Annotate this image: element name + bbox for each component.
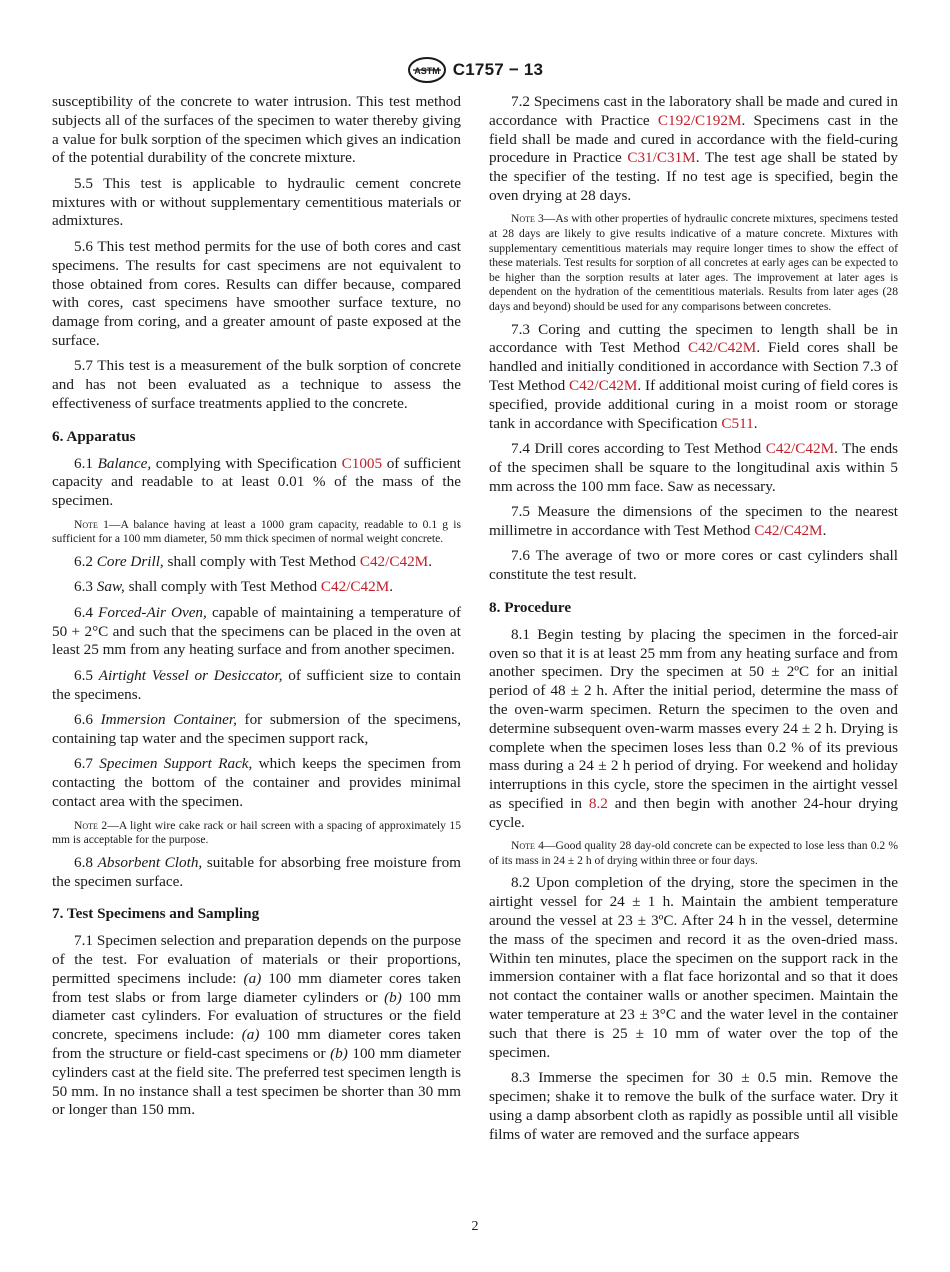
paragraph-6-8: 6.8 Absorbent Cloth, suitable for absorbing free moisture from the specimen surface. (52, 853, 461, 890)
link-c42[interactable]: C42/C42M (569, 377, 638, 395)
paragraph-5-6: 5.6 This test method permits for the use of both cores and cast specimens. The results for cast specimens are not equivalent to those obtained from cores. Results can differ because, compared with cores, cast specimens have smoother surface texture, no damage from coring, and a greater amount of paste exposed at the surface. (52, 237, 461, 349)
link-c31[interactable]: C31/C31M (627, 149, 696, 167)
page-number: 2 (471, 1219, 479, 1234)
paragraph-6-7: 6.7 Specimen Support Rack, which keeps the specimen from contacting the bottom of the container and provides minimal contact area with the specimen. (52, 755, 461, 811)
paragraph-6-2: 6.2 Core Drill, shall comply with Test Method C42/C42M. (74, 552, 432, 570)
link-c42[interactable]: C42/C42M (687, 339, 757, 357)
paragraph-7-4: 7.4 Drill cores according to Test Method C42/C42M. The ends of the specimen shall be square to the longitudinal axis within 5 mm across the 100 mm face. Saw as necessary. (489, 440, 898, 495)
page-header (0, 55, 950, 85)
logo-text: ASTM (414, 66, 440, 76)
note-2: Note 2—A light wire cake rack or hail screen with a spacing of approximately 15 mm is acceptable for the purpose. (52, 818, 461, 847)
note-4: Note 4—Good quality 28 day-old concrete can be expected to lose less than 0.2 % of its mass in 24 ± 2 h of drying within three or four days. (489, 839, 898, 867)
paragraph-5-5: 5.5 This test is applicable to hydraulic cement concrete mixtures with or without supplementary cementitious materials or admixtures. (52, 174, 461, 230)
link-c42[interactable]: C42/C42M (359, 552, 429, 570)
paragraph-7-3: 7.3 Coring and cutting the specimen to length shall be in accordance with Test Method C42/C42M. Field cores shall be handled and initially conditioned in accordance with Section 7.3 of Test Method C42/C42M. If additional moist curing of field cores is specified, provide additional curing in a moist room or storage tank in accordance with Specification C511. (489, 320, 898, 432)
section-heading-apparatus: 6. Apparatus (52, 427, 136, 445)
paragraph-6-5: 6.5 Airtight Vessel or Desiccator, of sufficient size to contain the specimens. (52, 666, 462, 703)
note-1: Note 1—A balance having at least a 1000 gram capacity, readable to 0.1 g is sufficient for a 100 mm diameter, 50 mm thick specimen of normal weight concrete. (52, 517, 461, 546)
link-c42[interactable]: C42/C42M (765, 440, 835, 458)
link-c1005[interactable]: C1005 (341, 454, 383, 472)
paragraph-6-1: 6.1 Balance, complying with Specification C1005 of sufficient capacity and readable to at least 0.01 % of the mass of the specimen. (52, 454, 462, 510)
right-column (489, 93, 898, 1151)
paragraph-7-5: 7.5 Measure the dimensions of the specimen to the nearest millimetre in accordance with Test Method C42/C42M. (489, 503, 898, 539)
paragraph-7-1: 7.1 Specimen selection and preparation depends on the purpose of the test. For evaluation of materials or their proportions, permitted specimens include: (a) 100 mm diameter cores taken from test slabs or from large diameter cylinders or (b) 100 mm diameter cast cylinders. For evaluation of structures or the field concrete, specimens include: (a) 100 mm diameter cores taken from the structure or field-cast specimens or (b) 100 mm diameter cylinders cast at the field site. The preferred test specimen length is 50 mm. In no instance shall a test specimen be shorter than 30 mm or longer than 150 mm. (52, 932, 461, 1119)
astm-logo-icon (407, 56, 447, 84)
paragraph-5-7: 5.7 This test is a measurement of the bulk sorption of concrete and has not been evaluated as a technique to assess the effectiveness of surface treatments applied to the concrete. (52, 357, 461, 413)
section-heading-test-specimens: 7. Test Specimens and Sampling (52, 905, 260, 923)
section-heading-procedure: 8. Procedure (489, 599, 572, 617)
document-designation: C1757 − 13 (452, 60, 544, 79)
paragraph-7-2: 7.2 Specimens cast in the laboratory shall be made and cured in accordance with Practice C192/C192M. Specimens cast in the field shall be made and cured in accordance with the field-curing procedure in Practice C31/C31M. The test age shall be stated by the specifier of the testing. If no test age is specified, begin the oven drying at 28 days. (489, 93, 899, 204)
paragraph-8-1: 8.1 Begin testing by placing the specimen in the forced-air oven so that it is at least 25 mm from any heating surface and from another specimen. Dry the specimen at 50 ± 2ºC for an initial period of 48 ± 2 h. After the initial period, determine the mass of the oven-warm specimen. Return the specimen to the oven and determine subsequent oven-warm masses every 24 ± 2 h. Drying is complete when the specimen loses less than 0.2 % of its previous mass during a 24 ± 2 h period of drying. For weekend and holiday interruptions in this cycle, store the specimen in the airtight vessel as specified in 8.2 and then begin with another 24-hour drying cycle. (489, 625, 898, 831)
paragraph-8-3: 8.3 Immerse the specimen for 30 ± 0.5 min. Remove the specimen; shake it to remove the bulk of the surface water. Dry it using a damp absorbent cloth as rapidly as possible until all visible films of water are removed and the surface appears (489, 1069, 898, 1143)
paragraph-5-4-continued: susceptibility of the concrete to water intrusion. This test method subjects all of the surfaces of the specimen to water thereby giving a value for bulk sorption of the specimen which gives an indication of the potential durability of the concrete mixture. (52, 93, 461, 167)
link-c192[interactable]: C192/C192M (657, 111, 742, 129)
paragraph-8-2: 8.2 Upon completion of the drying, store the specimen in the airtight vessel for 24 ± 1 h. Maintain the ambient temperature around the vessel at 23 ± 3ºC. After 24 h in the vessel, determine the mass of the specimen and record it as the oven-dried mass. Within ten minutes, place the specimen on the support rack in the immersion container with a flat face horizontal and so that it does not contact the container walls or another specimen. Maintain the water temperature at 23 ± 3°C and the water level in the container such that there is 25 ± 10 mm of water over the top of the specimen. (489, 874, 898, 1061)
paragraph-6-3: 6.3 Saw, shall comply with Test Method C42/C42M. (74, 578, 394, 596)
link-c511[interactable]: C511 (721, 414, 754, 432)
paragraph-7-6: 7.6 The average of two or more cores or cast cylinders shall constitute the test result. (489, 547, 898, 584)
link-section-8-2[interactable]: 8.2 (588, 795, 608, 813)
left-column (52, 93, 461, 1127)
paragraph-6-6: 6.6 Immersion Container, for submersion of the specimens, containing tap water and the specimen support rack, (52, 711, 462, 747)
paragraph-6-4: 6.4 Forced-Air Oven, capable of maintaining a temperature of 50 + 2°C and such that the specimens can be placed in the oven at least 25 mm from any heating surface and from another specimen. (52, 603, 462, 659)
link-c42[interactable]: C42/C42M (754, 521, 823, 539)
link-c42[interactable]: C42/C42M (320, 578, 390, 596)
note-3: Note 3—As with other properties of hydraulic concrete mixtures, specimens tested at 28 days are likely to give results indicative of a mature concrete. Mixtures with supplementary cementitious materials may require longer times to show the effect of these materials. Test results for sorption of all concretes at early ages can be expected to be higher than the sorption results at later ages. The improvement at later ages is dependent on the hydration of the cementitious materials. Results from later ages (28 days and beyond) should be used for any comparisons between concretes. (489, 212, 898, 314)
